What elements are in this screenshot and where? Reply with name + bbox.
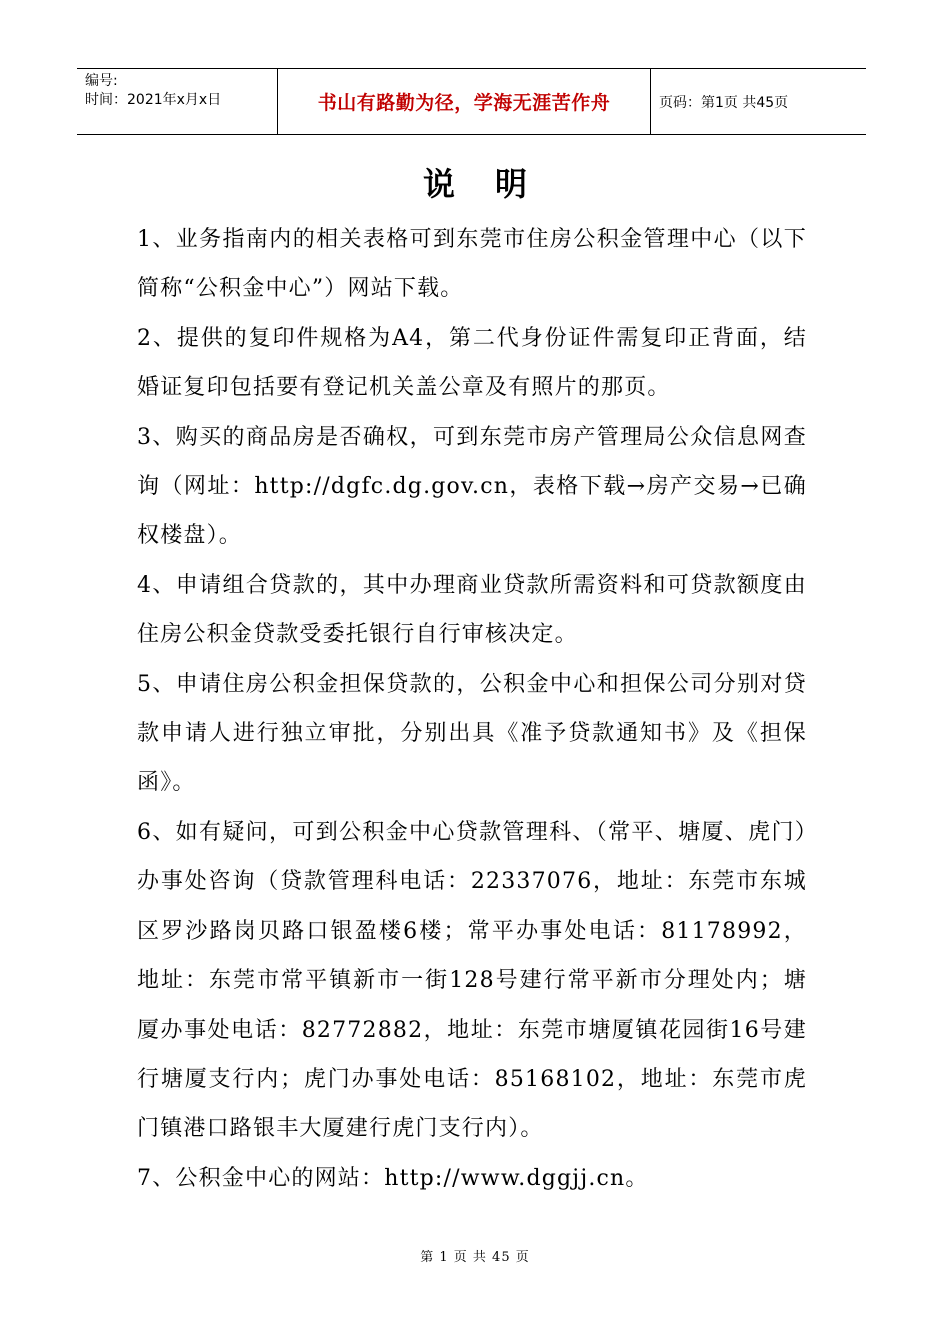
paragraph-1: 1、业务指南内的相关表格可到东莞市住房公积金管理中心（以下简称“公积金中心”）网站下载。 bbox=[137, 227, 807, 302]
document-time-label: 时间：2021年x月x日 bbox=[85, 92, 222, 108]
paragraph-7: 7、公积金中心的网站：http://www.dggjj.cn。 bbox=[137, 1165, 649, 1191]
paragraph-3: 3、购买的商品房是否确权，可到东莞市房产管理局公众信息网查询（网址：http://dgfc.dg.gov.cn，表格下载→房产交易→已确权楼盘）。 bbox=[137, 424, 807, 549]
page-header bbox=[77, 68, 866, 135]
document-body bbox=[137, 215, 807, 1203]
header-motto bbox=[278, 69, 651, 134]
document-number-label: 编号: bbox=[85, 73, 118, 89]
document-title: 说明 bbox=[422, 165, 567, 203]
paragraph-6: 6、如有疑问，可到公积金中心贷款管理科、（常平、塘厦、虎门）办事处咨询（贷款管理科电话：22337076，地址：东莞市东城区罗沙路岗贝路口银盈楼6楼；常平办事处电话：81178992，地址：东莞市常平镇新市一街128号建行常平新市分理处内；塘厦办事处电话：82772882，地址：东莞市塘厦镇花园街16号建行塘厦支行内；虎门办事处电话：85168102，地址：东莞市虎门镇港口路银丰大厦建行虎门支行内）。 bbox=[137, 819, 807, 1142]
paragraph-4: 4、申请组合贷款的，其中办理商业贷款所需资料和可贷款额度由住房公积金贷款受委托银行自行审核决定。 bbox=[137, 572, 807, 648]
page-info-text: 页码：第1页 共45页 bbox=[659, 94, 789, 111]
paragraph-5: 5、申请住房公积金担保贷款的，公积金中心和担保公司分别对贷款申请人进行独立审批，分别出具《准予贷款通知书》及《担保函》。 bbox=[137, 671, 807, 796]
header-page-info bbox=[651, 69, 866, 134]
header-meta bbox=[77, 69, 278, 134]
page-footer: 第 1 页 共 45 页 bbox=[420, 1250, 530, 1265]
motto-text: 书山有路勤为径，学海无涯苦作舟 bbox=[317, 92, 611, 114]
paragraph-2: 2、提供的复印件规格为A4，第二代身份证件需复印正背面，结婚证复印包括要有登记机关盖公章及有照片的那页。 bbox=[137, 325, 807, 401]
